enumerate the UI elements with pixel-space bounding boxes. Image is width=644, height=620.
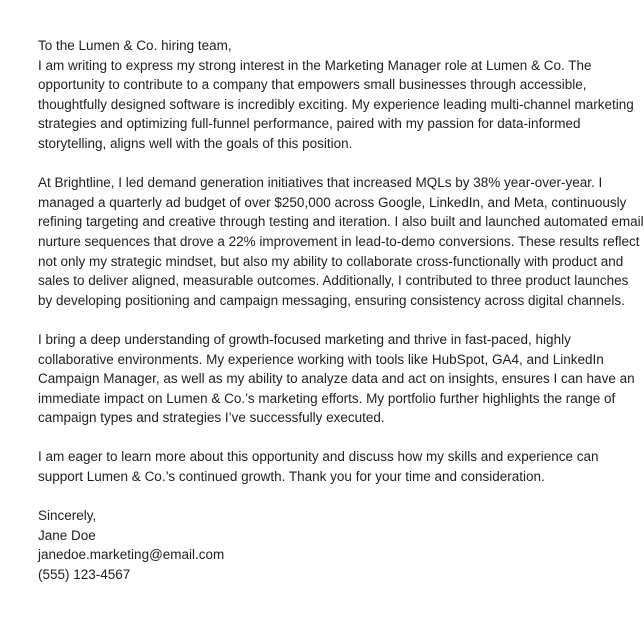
paragraph-line: support Lumen & Co.’s continued growth. Thank you for your time and consideration. [38,469,545,485]
paragraph-line: by developing positioning and campaign messaging, ensuring consistency across digital channels. [38,292,625,308]
paragraph-line: Campaign Manager, as well as my ability to analyze data and act on insights, ensures I can have an [38,371,635,387]
paragraph-line: opportunity to contribute to a company that empowers small businesses through accessible, [38,77,587,93]
sender-email: janedoe.marketing@email.com [38,547,225,563]
sender-phone: (555) 123-4567 [38,567,131,583]
paragraph-line: sales to deliver aligned, measurable outcomes. Additionally, I contributed to three product launches [38,273,629,289]
salutation: To the Lumen & Co. hiring team, [38,38,232,53]
paragraph-line: campaign types and strategies I’ve successfully executed. [38,410,385,426]
paragraph-line: nurture sequences that drove a 22% improvement in lead-to-demo conversions. These results reflect [38,233,640,249]
paragraph-line: refining targeting and creative through testing and iteration. I also built and launched automated email [38,214,644,230]
paragraph-line: At Brightline, I led demand generation initiatives that increased MQLs by 38% year-over-year. I [38,175,603,191]
closing: Sincerely, [38,508,97,524]
paragraph-line: I bring a deep understanding of growth-focused marketing and thrive in fast-paced, highly [38,331,571,347]
paragraph-line: managed a quarterly ad budget of over $250,000 across Google, LinkedIn, and Meta, continuously [38,194,627,210]
cover-letter [38,36,644,585]
paragraph-closing [38,447,628,486]
paragraph-intro [38,56,634,154]
paragraph-skills [38,330,635,428]
paragraph-line: not only my strategic mindset, but also my ability to collaborate cross-functionally with product and [38,253,624,269]
paragraph-line: immediate impact on Lumen & Co.’s marketing efforts. My portfolio further highlights the range of [38,390,616,406]
paragraph-line: thoughtfully designed software is incredibly exciting. My experience leading multi-channel marketing [38,96,634,112]
paragraph-line: I am eager to learn more about this opportunity and discuss how my skills and experience can [38,449,599,465]
paragraph-line: collaborative environments. My experience working with tools like HubSpot, GA4, and LinkedIn [38,351,604,367]
paragraph-experience [38,173,644,310]
paragraph-line: storytelling, aligns well with the goals of this position. [38,135,353,151]
paragraph-line: strategies and optimizing full-funnel performance, paired with my passion for data-informed [38,116,581,132]
paragraph-line: I am writing to express my strong interest in the Marketing Manager role at Lumen & Co. The [38,57,592,73]
sender-name: Jane Doe [38,527,96,543]
signature-block [38,506,628,584]
